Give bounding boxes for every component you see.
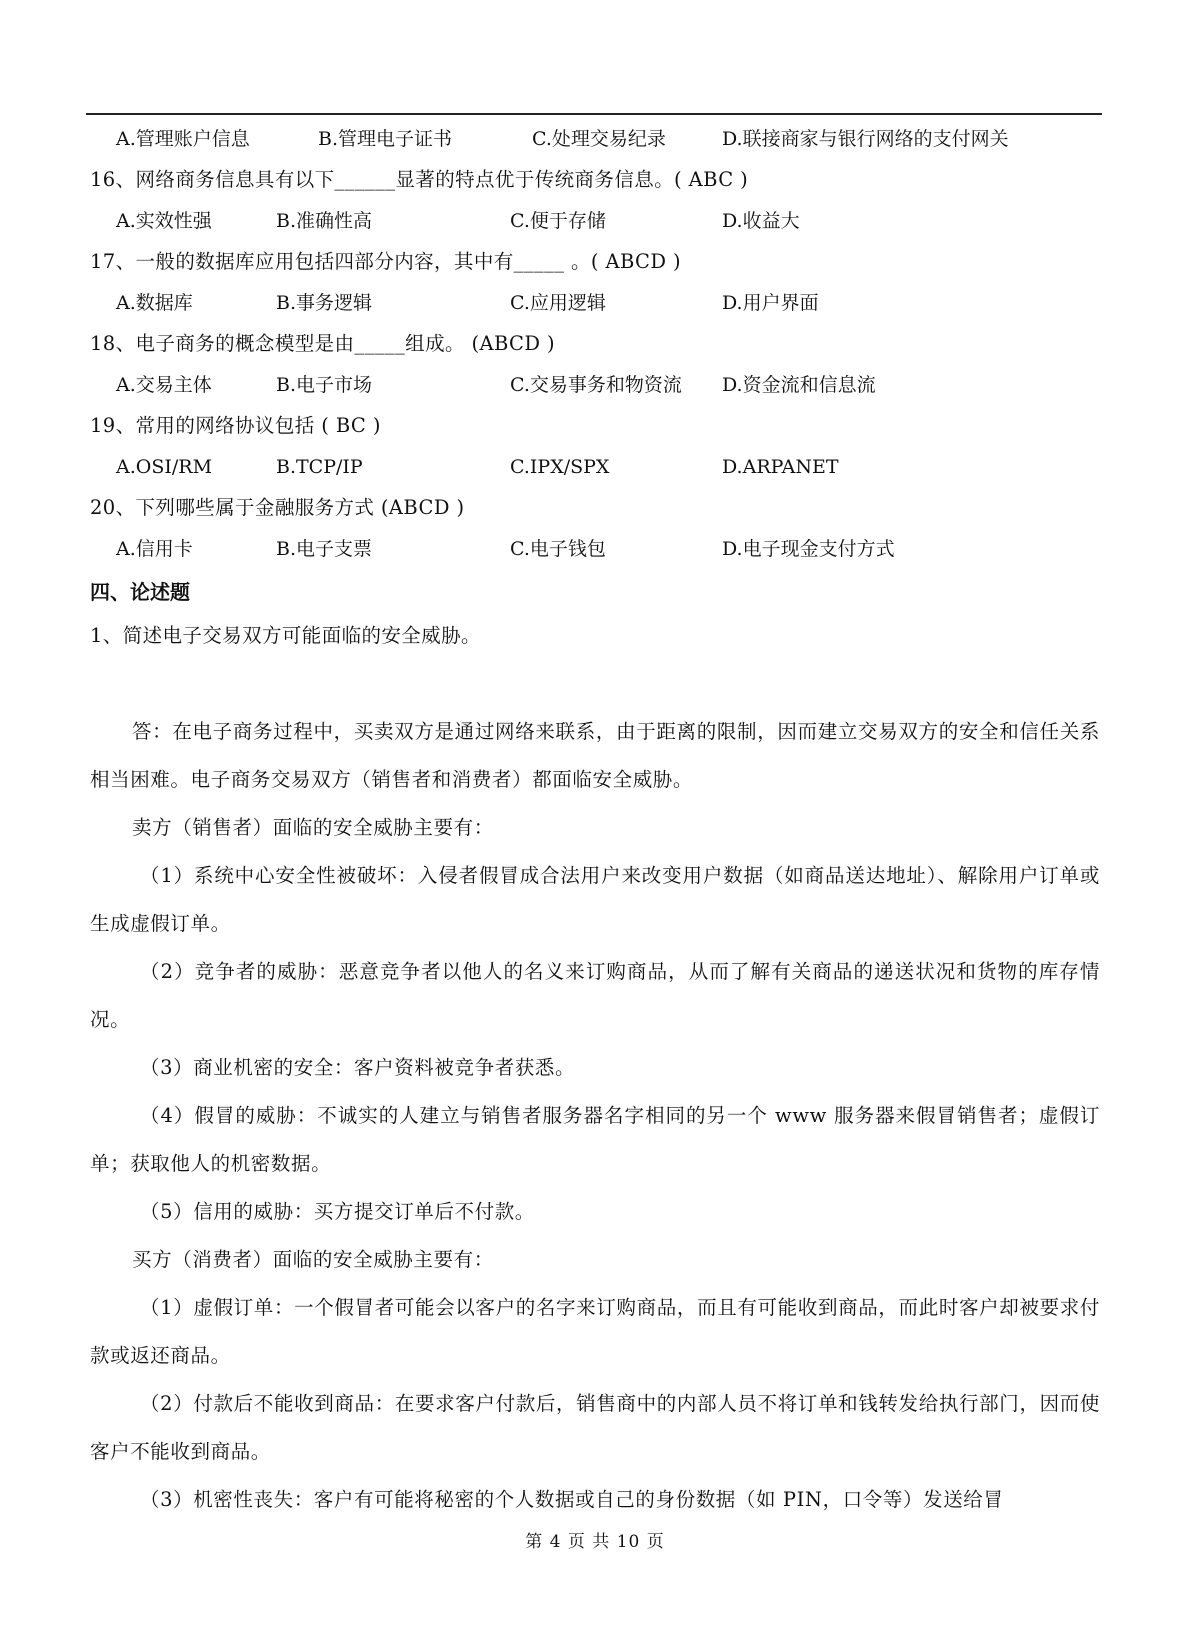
option-c: C.电子钱包 (510, 538, 606, 560)
option-b: B.电子支票 (276, 538, 373, 560)
option-b: B.事务逻辑 (276, 292, 373, 314)
option-d: D.ARPANET (722, 456, 839, 478)
option-c: C.便于存储 (510, 210, 606, 232)
option-d: D.电子现金支付方式 (722, 538, 895, 560)
q19-options (90, 446, 1100, 488)
page-footer: 第 4 页 共 10 页 (525, 1532, 665, 1552)
answer-space (90, 658, 1100, 708)
seller-item: （2）竞争者的威胁：恶意竞争者以他人的名义来订购商品，从而了解有关商品的递送状况和货物的库存情况。 (90, 960, 1100, 1031)
option-a: A.管理账户信息 (116, 128, 250, 150)
page-content (90, 118, 1100, 1524)
buyer-item: （3）机密性丧失：客户有可能将秘密的个人数据或自己的身份数据（如 PIN，口令等）发送给冒 (140, 1488, 1004, 1511)
seller-heading: 卖方（销售者）面临的安全威胁主要有： (132, 816, 494, 839)
option-c: C.应用逻辑 (510, 292, 606, 314)
q16-options (90, 200, 1100, 242)
option-d: D.用户界面 (722, 292, 819, 314)
buyer-item: （1）虚假订单：一个假冒者可能会以客户的名字来订购商品，而且有可能收到商品，而此时客户却被要求付款或返还商品。 (90, 1296, 1100, 1367)
option-a: A.OSI/RM (116, 456, 213, 478)
option-c: C.处理交易纪录 (532, 128, 666, 150)
option-d: D.资金流和信息流 (722, 374, 876, 396)
option-a: A.数据库 (116, 292, 193, 314)
seller-item: （3）商业机密的安全：客户资料被竞争者获悉。 (140, 1056, 576, 1079)
option-a: A.交易主体 (116, 374, 212, 396)
option-d: D.收益大 (722, 210, 800, 232)
q20-options (90, 528, 1100, 570)
option-a: A.信用卡 (116, 538, 193, 560)
seller-item: （1）系统中心安全性被破坏：入侵者假冒成合法用户来改变用户数据（如商品送达地址）、解除用户订单或生成虚假订单。 (90, 864, 1100, 935)
option-a: A.实效性强 (116, 210, 212, 232)
buyer-item: （2）付款后不能收到商品：在要求客户付款后，销售商中的内部人员不将订单和钱转发给执行部门，因而使客户不能收到商品。 (90, 1392, 1100, 1463)
option-c: C.IPX/SPX (510, 456, 610, 478)
option-b: B.管理电子证书 (318, 128, 453, 150)
question-19: 19、常用的网络协议包括 ( BC ) (90, 414, 381, 437)
question-20: 20、下列哪些属于金融服务方式 (ABCD ) (90, 496, 465, 519)
option-d: D.联接商家与银行网络的支付网关 (722, 128, 1009, 150)
question-16: 16、网络商务信息具有以下______显著的特点优于传统商务信息。( ABC ) (90, 168, 749, 191)
q17-options (90, 282, 1100, 324)
question-17: 17、一般的数据库应用包括四部分内容，其中有_____ 。( ABCD ) (90, 250, 682, 273)
header-rule (86, 113, 1102, 115)
seller-item: （5）信用的威胁：买方提交订单后不付款。 (140, 1200, 535, 1223)
q18-options (90, 364, 1100, 406)
essay-question: 1、简述电子交易双方可能面临的安全威胁。 (90, 624, 481, 647)
question-18: 18、电子商务的概念模型是由_____组成。 (ABCD ) (90, 332, 556, 355)
seller-item: （4）假冒的威胁：不诚实的人建立与销售者服务器名字相同的另一个 www 服务器来假冒销售者；虚假订单；获取他人的机密数据。 (90, 1104, 1100, 1175)
option-b: B.TCP/IP (276, 456, 363, 478)
option-b: B.准确性高 (276, 210, 373, 232)
buyer-heading: 买方（消费者）面临的安全威胁主要有： (132, 1248, 494, 1271)
option-c: C.交易事务和物资流 (510, 374, 682, 396)
answer-intro: 答：在电子商务过程中，买卖双方是通过网络来联系，由于距离的限制，因而建立交易双方的安全和信任关系相当困难。电子商务交易双方（销售者和消费者）都面临安全威胁。 (90, 720, 1100, 791)
q15-options (90, 118, 1100, 160)
section-heading: 四、论述题 (90, 580, 190, 604)
option-b: B.电子市场 (276, 374, 373, 396)
